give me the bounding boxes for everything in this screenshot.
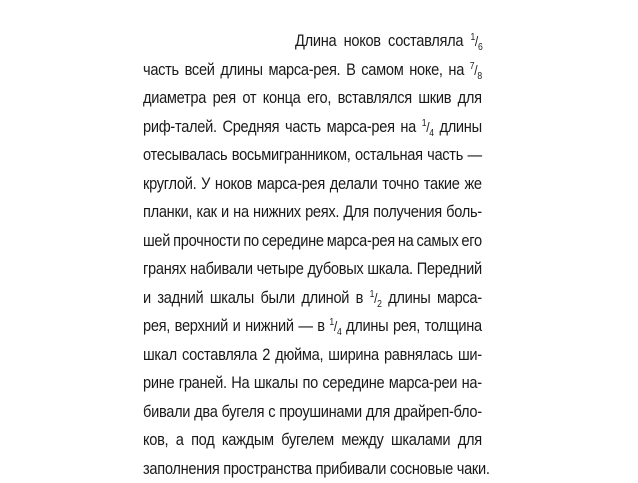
text-line: шей прочности по середине марса-рея на самых его	[143, 230, 482, 250]
text-line: риф-талей. Средняя часть марса-рея на $^1/_4$ длины	[143, 116, 482, 139]
text-line: планки, как и на нижних реях. Для получения боль-	[143, 202, 482, 221]
text-line: рине граней. На шкалы по середине марса-реи на-	[143, 373, 482, 392]
text-line: гранях набивали четыре дубовых шкала. Передний	[143, 259, 482, 278]
text-line: ков, а под каждым бугелем между шкалами для	[143, 430, 482, 449]
text-line: бивали два бугеля с проушинами для драйреп-бло-	[143, 401, 482, 421]
text-line: диаметра рея от конца его, вставлялся шкив для	[143, 88, 482, 107]
text-line: часть всей длины марса-рея. В самом ноке, на $^7/_8$	[143, 59, 482, 82]
text-line: рея, верхний и нижний — в $^1/_4$ длины рея, толщина	[143, 316, 482, 338]
text-line: отесывалась восьмигранником, остальная часть —	[143, 145, 482, 164]
text-line: Длина ноков составляла $^1/_6$	[295, 31, 483, 53]
text-line: шкал составляла 2 дюйма, ширина равнялась ши-	[143, 344, 482, 364]
text-line: круглой. У ноков марса-рея делали точно такие же	[143, 173, 482, 193]
text-line: заполнения пространства прибивали сосновые чаки.	[143, 458, 490, 478]
text-line: и задний шкалы были длиной в $^1/_2$ длины марса-	[143, 287, 482, 310]
